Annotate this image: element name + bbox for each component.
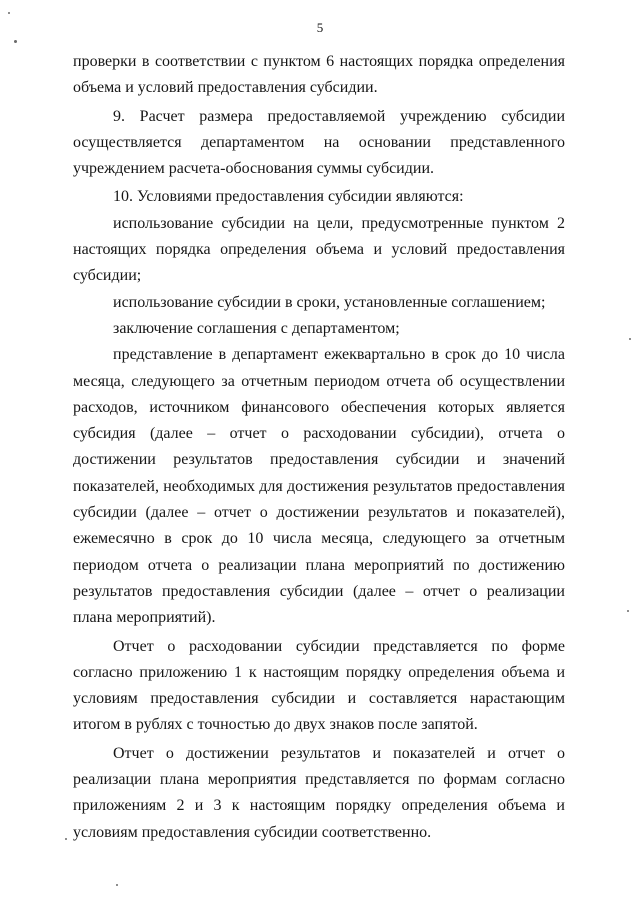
condition-purpose: использование субсидии на цели, предусмотренные пунктом 2 настоящих порядка определения объема и условий предоставления субсидии;: [73, 214, 565, 285]
condition-agreement: заключение соглашения с департаментом;: [113, 319, 400, 337]
paragraph-results-report: Отчет о достижении результатов и показателей и отчет о реализации плана мероприятия представляется по формам согласно приложениям 2 и 3 к настоящим порядку определения объема и условиям предоставления субсидии соответственно.: [73, 744, 565, 841]
scan-speck: [8, 12, 10, 14]
document-body: [73, 49, 565, 846]
paragraph-item-10: 10. Условиями предоставления субсидии являются:: [113, 188, 464, 206]
paragraph-expense-report: Отчет о расходовании субсидии представляется по форме согласно приложению 1 к настоящим порядку определения объема и условиям предоставления субсидии и составляется нарастающим итогом в рублях с точностью до двух знаков после запятой.: [73, 637, 565, 734]
scan-speck: [116, 884, 118, 886]
scan-speck: [65, 838, 67, 840]
paragraph-continuation: проверки в соответствии с пунктом 6 настоящих порядка определения объема и условий предоставления субсидии.: [73, 53, 565, 97]
condition-reporting: представление в департамент ежеквартально в срок до 10 числа месяца, следующего за отчетным периодом отчета об осуществлении расходов, источником финансового обеспечения которых является субсидия (далее – отчет о расходовании субсидии), отчета о достижении результатов предоставления субсидии и значений показателей, необходимых для достижения результатов предоставления субсидии (далее – отчет о достижении результатов и показателей), ежемесячно в срок до 10 числа месяца, следующего за отчетным периодом отчета о реализации плана мероприятий по достижению результатов предоставления субсидии (далее – отчет о реализации плана мероприятий).: [73, 346, 565, 627]
page-number: 5: [316, 20, 324, 35]
paragraph-item-9: 9. Расчет размера предоставляемой учреждению субсидии осуществляется департаментом на основании представленного учреждением расчета-обоснования суммы субсидии.: [73, 107, 565, 178]
scan-speck: [14, 40, 17, 43]
scan-speck: [627, 610, 629, 612]
condition-deadlines: использование субсидии в сроки, установленные соглашением;: [113, 293, 546, 311]
scan-speck: [629, 338, 631, 340]
